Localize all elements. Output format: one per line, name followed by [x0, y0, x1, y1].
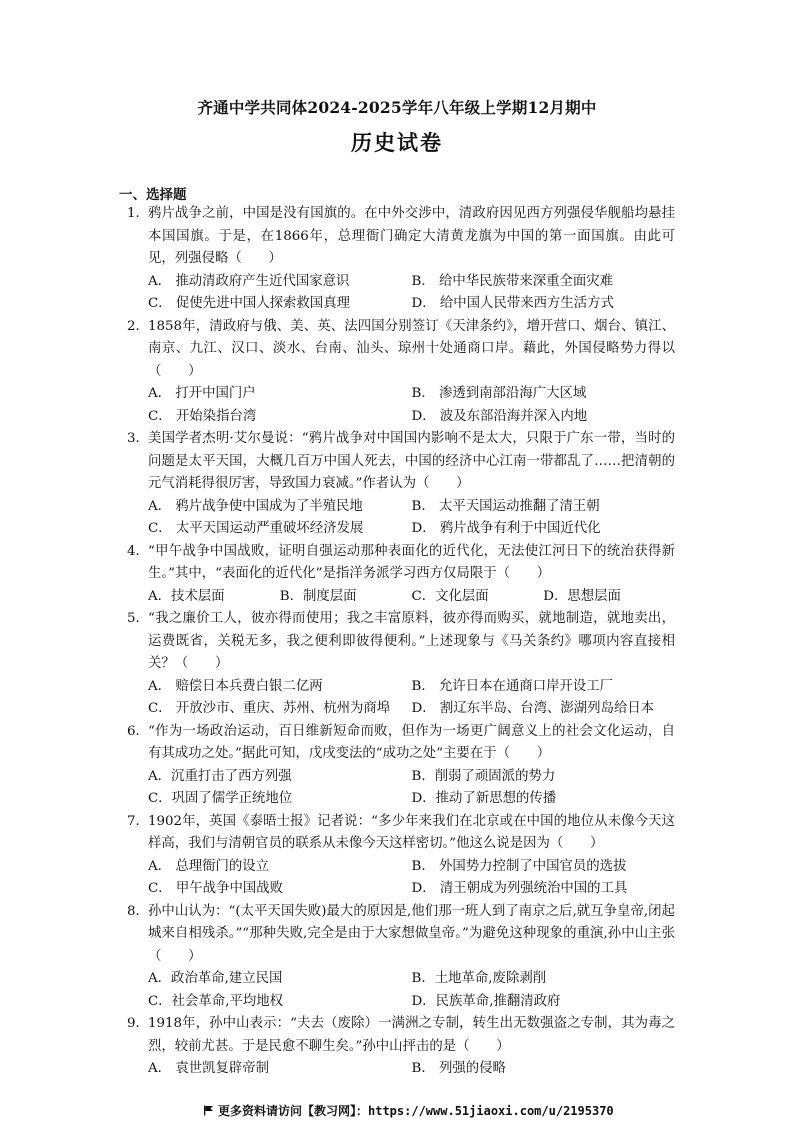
option-c[interactable]: C． 开始染指台湾: [148, 408, 257, 424]
flag-icon: [203, 1104, 214, 1118]
section-heading: 一、选择题: [119, 187, 187, 203]
options-group: [127, 383, 675, 428]
exam-title: 齐通中学共同体2024-2025学年八年级上学期12月期中: [197, 98, 597, 117]
question-text: 1858年，清政府与俄、美、英、法四国分别签订《天津条约》，增开营口、烟台、镇江、南京、九江、汉口、淡水、台南、汕头、琼州十处通商口岸。藉此，外国侵略势力得以（ ）: [148, 318, 675, 379]
question-text: “作为一场政治运动，百日维新短命而败，但作为一场更广阔意义上的社会文化运动，自有其成功之处。”据此可知，戊戌变法的“成功之处”主要在于（ ）: [148, 723, 675, 761]
option-d[interactable]: D． 给中国人民带来西方生活方式: [411, 296, 614, 311]
question-number: 1．: [127, 206, 149, 221]
option-c[interactable]: C．社会革命,平均地权: [148, 993, 284, 1009]
question-number: 7．: [127, 813, 149, 829]
question-5: [127, 608, 675, 721]
question-7: [127, 811, 675, 901]
question-number: 3．: [127, 431, 149, 446]
option-a[interactable]: A． 打开中国门户: [148, 386, 256, 401]
option-b[interactable]: B．土地革命,废除剥削: [411, 971, 547, 986]
option-b[interactable]: B． 给中华民族带来深重全面灾难: [411, 273, 614, 289]
option-a[interactable]: A． 鸦片战争使中国成为了半殖民地: [148, 498, 363, 514]
question-number: 8．: [127, 903, 149, 919]
option-b[interactable]: B． 渗透到南部沿海广大区域: [411, 386, 587, 401]
question-number: 2．: [127, 318, 149, 334]
question-stem: [127, 721, 675, 766]
option-b[interactable]: B． 允许日本在通商口岸开设工厂: [411, 678, 614, 694]
option-d[interactable]: D． 割辽东半岛、台湾、澎湖列岛给日本: [411, 701, 655, 716]
question-1: [127, 203, 675, 316]
options-group: [127, 968, 675, 1013]
question-stem: [127, 1013, 675, 1058]
question-number: 9．: [127, 1016, 149, 1031]
option-d[interactable]: D． 鸦片战争有利于中国近代化: [411, 521, 601, 536]
options-group: [127, 766, 675, 811]
question-2: [127, 316, 675, 429]
question-text: “甲午战争中国战败，证明自强运动那种表面化的近代化，无法使江河日下的统治获得新生。”其中，“表面化的近代化”是指洋务派学习西方仅局限于（ ）: [148, 543, 675, 581]
question-text: 鸦片战争之前，中国是没有国旗的。在中外交涉中，清政府因见西方列强侵华舰船均悬挂本国国旗。于是，在1866年，总理衙门确定大清黄龙旗为中国的第一面国旗。由此可见，列强侵略（ ）: [148, 206, 675, 266]
option-d[interactable]: D．推动了新思想的传播: [411, 791, 557, 806]
option-a[interactable]: A．政治革命,建立民国: [148, 971, 283, 986]
option-c[interactable]: C． 甲午战争中国战败: [148, 881, 284, 896]
option-c[interactable]: C． 促使先进中国人探索救国真理: [148, 296, 350, 311]
question-stem: [127, 428, 675, 496]
question-stem: [127, 811, 675, 856]
options-group: [127, 1058, 675, 1081]
options-group: [127, 856, 675, 901]
question-stem: [127, 901, 675, 969]
question-text: 美国学者杰明·艾尔曼说：“鸦片战争对中国国内影响不是太大，只限于广东一带，当时的问题是太平天国，大概几百万中国人死去，中国的经济中心江南一带都乱了……把清朝的元气消耗得很厉害，导致国力衰减。”作者认为（ ）: [148, 431, 675, 491]
options-group: [127, 271, 675, 316]
question-stem: [127, 541, 675, 586]
option-c[interactable]: C．文化层面: [411, 588, 489, 604]
footer-text: 更多资料请访问【教习网】：https://www.51jiaoxi.com/u/2195370: [218, 1104, 614, 1118]
option-d[interactable]: D． 清王朝成为列强统治中国的工具: [411, 881, 628, 896]
option-b[interactable]: B． 太平天国运动推翻了清王朝: [411, 498, 600, 514]
question-text: 1902年，英国《泰晤士报》记者说：“多少年来我们在北京或在中国的地位从未像今天这样高，我们与清朝官员的联系从未像今天这样密切。”他这么说是因为（ ）: [148, 813, 675, 851]
question-9: [127, 1013, 675, 1081]
question-text: 孙中山认为：“(太平天国失败)最大的原因是,他们那一班人到了南京之后,就互争皇帝,闭起城来自相残杀。”“那种失败,完全是由于大家想做皇帝。”为避免这种现象的重演,孙中山主张（ ）: [148, 903, 675, 964]
footer-link[interactable]: [203, 1102, 614, 1119]
option-d[interactable]: D． 波及东部沿海并深入内地: [411, 408, 588, 424]
option-b[interactable]: B． 列强的侵略: [411, 1061, 506, 1076]
question-text: 1918年，孙中山表示：“夫去（废除）一满洲之专制，转生出无数强盗之专制，其为毒之烈，较前尤甚。于是民愈不聊生矣。”孙中山抨击的是（ ）: [148, 1016, 675, 1054]
option-a[interactable]: A． 推动清政府产生近代国家意识: [148, 273, 350, 289]
question-number: 4．: [127, 543, 149, 559]
question-text: “我之廉价工人，彼亦得而使用；我之丰富原料，彼亦得而购买，就地制造，就地卖出，运费既省，关税无多，我之便利即彼得便利。”上述现象与《马关条约》哪项内容直接相关？（ ）: [148, 611, 675, 671]
exam-subject-title: 历史试卷: [351, 130, 443, 155]
options-group: [127, 496, 675, 541]
question-stem: [127, 608, 675, 676]
options-group: [127, 586, 675, 609]
option-a[interactable]: A． 袁世凯复辟帝制: [148, 1061, 270, 1076]
option-d[interactable]: D．民族革命,推翻清政府: [411, 993, 561, 1009]
option-c[interactable]: C． 开放沙市、重庆、苏州、杭州为商埠: [148, 701, 391, 716]
question-number: 5．: [127, 611, 149, 626]
question-list: [127, 203, 675, 1081]
option-a[interactable]: A． 赔偿日本兵费白银二亿两: [148, 678, 323, 694]
question-3: [127, 428, 675, 541]
option-d[interactable]: D．思想层面: [543, 588, 621, 604]
option-c[interactable]: C．巩固了儒学正统地位: [148, 791, 293, 806]
options-group: [127, 676, 675, 721]
question-8: [127, 901, 675, 1014]
question-4: [127, 541, 675, 609]
question-number: 6．: [127, 723, 149, 739]
option-b[interactable]: B．制度层面: [279, 588, 357, 604]
option-c[interactable]: C． 太平天国运动严重破坏经济发展: [148, 521, 364, 536]
question-stem: [127, 203, 675, 271]
question-stem: [127, 316, 675, 384]
option-b[interactable]: B． 外国势力控制了中国官员的选拔: [411, 858, 627, 874]
option-a[interactable]: A． 总理衙门的设立: [148, 858, 270, 874]
option-a[interactable]: A．技术层面: [148, 588, 225, 604]
option-b[interactable]: B．削弱了顽固派的势力: [411, 768, 556, 784]
option-a[interactable]: A．沉重打击了西方列强: [148, 768, 292, 784]
question-6: [127, 721, 675, 811]
